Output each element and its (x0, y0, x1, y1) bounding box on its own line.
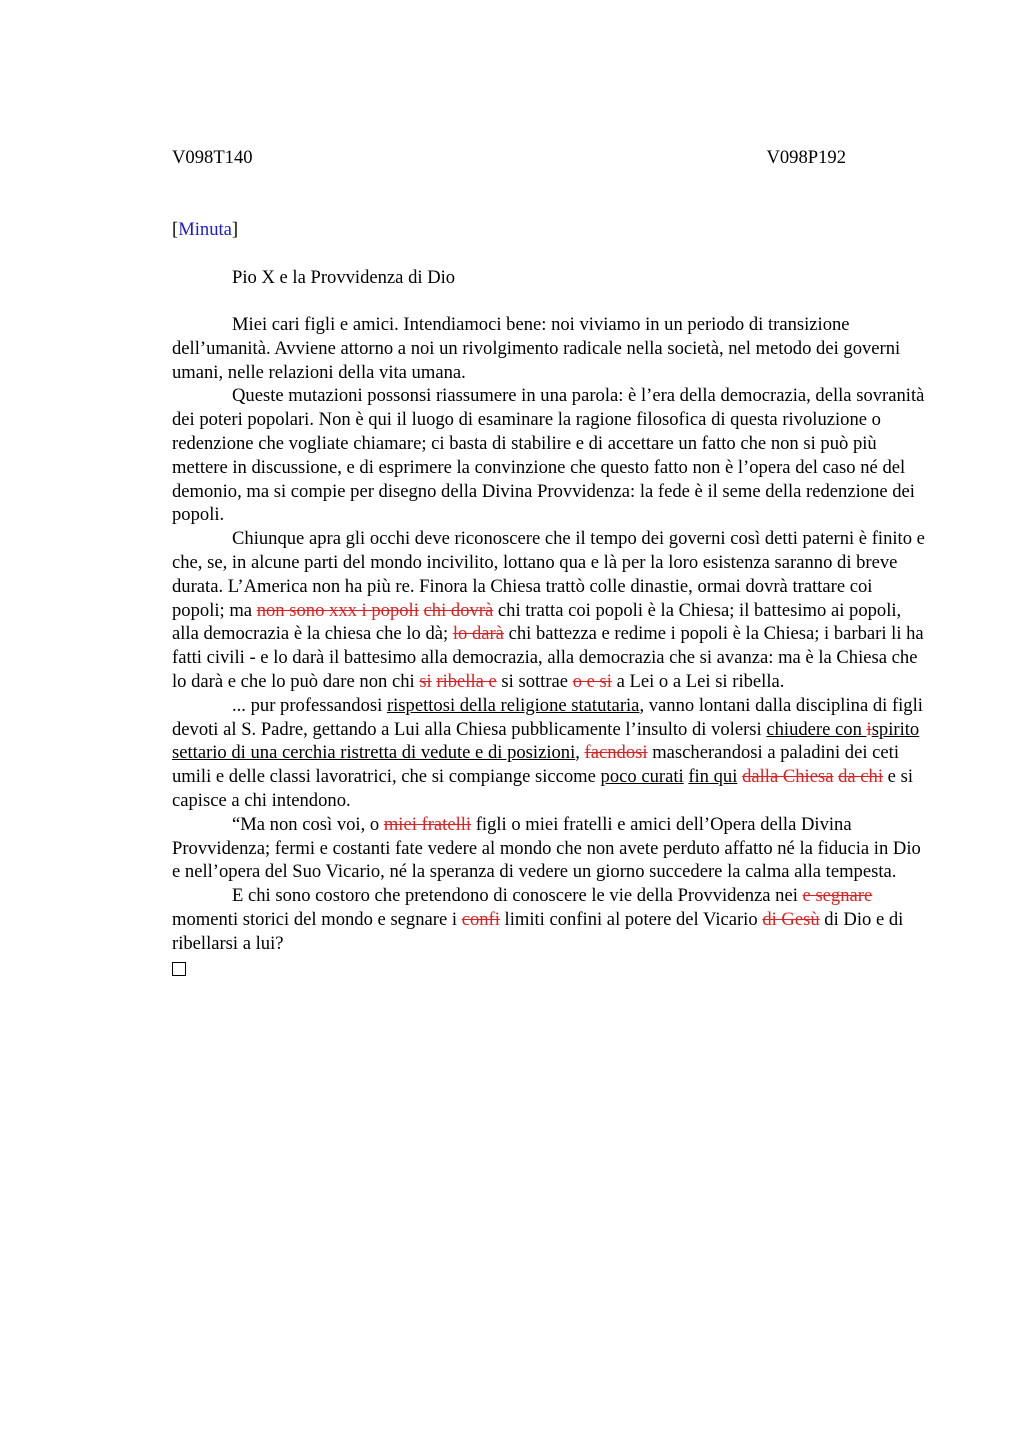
text-run: momenti storici del mondo e segnare i (172, 908, 462, 930)
text-run: figli o miei fratelli e amici dell’Opera della Divina Provvidenza; fermi e costanti fate vedere al mondo che non avete perduto affatto né la fiducia in Dio e nell’opera del Suo Vicario, né la speranza di vedere un giorno succedere la calma alla tempesta. (172, 813, 921, 883)
text-run: “Ma non così voi, o (232, 813, 384, 835)
text-run: Chiunque apra gli occhi deve riconoscere che il tempo dei governi così detti paterni è finito e che, se, in alcune parti del mondo incivilito, lottano qua e là per la loro esistenza saranno di breve durata. L’America non ha più re. Finora la Chiesa trattò colle dinastie, ormai dovrà trattare coi popoli; ma (172, 528, 925, 621)
text-run: a Lei o a Lei si ribella. (611, 670, 785, 692)
paragraph-5 (172, 813, 928, 884)
paragraph-2: Queste mutazioni possonsi riassumere in una parola: è l’era della democrazia, della sovranità dei poteri popolari. Non è qui il luogo di esaminare la ragione filosofica di questa rivoluzione o redenzione che vogliate chiamare; ci basta di stabilire e di accettare un fatto che non si può più mettere in discussione, e di esprimere la convinzione che questo fatto non è l’opera del caso né del demonio, ma si compie per disegno della Divina Provvidenza: la fede è il seme della redenzione dei popoli. (172, 385, 925, 526)
document-code-left: V098T140 (172, 147, 253, 168)
deleted-text: lo darà (452, 623, 504, 645)
text-run: di Dio e di ribellarsi a lui? (172, 908, 904, 954)
deleted-text: chi dovrà (423, 599, 494, 621)
text-run: si sottrae (496, 670, 573, 692)
underlined-text: spirito settario di una cerchia ristretta di vedute e di posizioni (172, 718, 920, 764)
text-run: chi tratta coi popoli è la Chiesa; il battesimo ai popoli, alla democrazia è la chiesa che lo dà; (172, 599, 902, 645)
document-body (172, 313, 928, 982)
underlined-text: rispettosi della religione statutaria (386, 694, 640, 716)
end-marker-box-icon (172, 956, 928, 983)
deleted-text: dalla Chiesa (742, 766, 834, 788)
deleted-text: o e si (572, 670, 612, 692)
text-run: ... pur professandosi (232, 694, 387, 716)
deleted-text: ribella e (436, 670, 497, 692)
text-run: , (575, 742, 585, 764)
draft-label-text: Minuta (178, 219, 232, 240)
deleted-text: da chi (838, 766, 884, 788)
page-header (172, 146, 846, 170)
deleted-text: di Gesù (762, 908, 820, 930)
deleted-text: confi (461, 908, 500, 930)
text-run: , vanno lontani dalla disciplina di figli devoti al S. Padre, gettando a Lui alla Chiesa pubblicamente l’insulto di volersi (172, 694, 923, 740)
deleted-text: e segnare (802, 885, 873, 907)
text-run: limiti confini al potere del Vicario (499, 908, 763, 930)
text-run: E chi sono costoro che pretendono di conoscere le vie della Provvidenza nei (232, 885, 803, 907)
document-title: Pio X e la Provvidenza di Dio (232, 267, 456, 288)
deleted-text: si (419, 670, 432, 692)
document-code-right: V098P192 (766, 147, 846, 168)
draft-label (172, 218, 238, 242)
deleted-text: miei fratelli (383, 813, 472, 835)
underlined-text: chiudere con (766, 718, 867, 740)
underlined-text: fin qui (688, 766, 738, 788)
bracket-close: ] (231, 219, 239, 240)
deleted-text: facndosi (584, 742, 648, 764)
text-run: chi battezza e redime i popoli è la Chiesa; i barbari li ha fatti civili - e lo darà il battesimo alla democrazia, alla democrazia che si avanza: ma è la Chiesa che lo darà e che lo può dare non chi (172, 623, 924, 692)
text-run: e si capisce a chi intendono. (172, 766, 913, 811)
deleted-text: i (866, 718, 872, 740)
text-run: mascherandosi a paladini dei ceti umili e delle classi lavoratrici, che si compiange siccome (172, 742, 899, 788)
paragraph-3 (172, 527, 928, 694)
deleted-text: non sono xxx i popoli (256, 599, 419, 621)
underlined-text: poco curati (600, 766, 684, 788)
paragraph-4 (172, 694, 928, 813)
bracket-open: [ (172, 219, 179, 240)
paragraph-1: Miei cari figli e amici. Intendiamoci bene: noi viviamo in un periodo di transizione dell’umanità. Avviene attorno a noi un rivolgimento radicale nella società, nel metodo dei governi umani, nelle relazioni della vita umana. (172, 314, 901, 383)
paragraph-6 (172, 884, 928, 955)
